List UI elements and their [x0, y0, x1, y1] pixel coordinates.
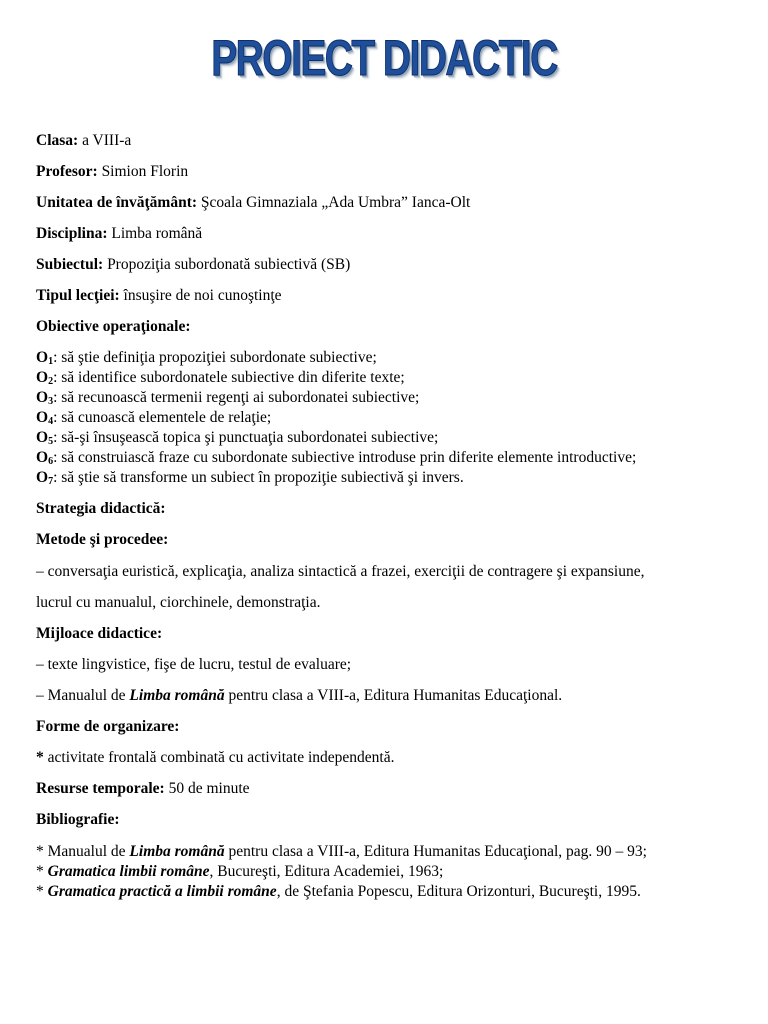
- objective-code: O: [36, 469, 49, 486]
- objective-item: [36, 348, 746, 368]
- means-line: [36, 680, 746, 711]
- field-value: Propoziţia subordonată subiectivă (SB): [103, 256, 351, 273]
- heading-text: Obiective operaţionale:: [36, 318, 191, 335]
- objective-number: 6: [48, 456, 54, 467]
- document-body: [36, 131, 746, 902]
- field-clasa: [36, 131, 746, 151]
- methods-line: – conversaţia euristică, explicaţia, analiza sintactică a frazei, exerciţii de contragere şi expansiune,: [36, 563, 645, 580]
- bib-text: , de Ştefania Popescu, Editura Orizonturi, Bucureşti, 1995.: [276, 883, 641, 900]
- bibliography-item: [36, 862, 746, 882]
- objective-code: O: [36, 349, 49, 366]
- field-subiectul: [36, 255, 746, 275]
- bullet-star: *: [36, 749, 44, 766]
- bibliography-item: [36, 842, 746, 862]
- objective-number: 3: [48, 396, 54, 407]
- objective-code: O: [36, 449, 49, 466]
- objective-text: : să-şi însuşească topica şi punctuaţia subordonatei subiective;: [53, 429, 439, 446]
- methods-heading: [36, 530, 746, 550]
- objective-text: : să recunoască termenii regenţi ai subordonatei subiective;: [53, 389, 420, 406]
- bib-text: pentru clasa a VIII-a, Editura Humanitas Educaţional, pag. 90 – 93;: [224, 843, 647, 860]
- means-text: [36, 649, 746, 711]
- field-value: a VIII-a: [78, 132, 132, 149]
- field-resurse: [36, 779, 746, 799]
- book-title: Gramatica limbii române: [47, 863, 210, 880]
- objective-item: [36, 408, 746, 428]
- heading-text: Strategia didactică:: [36, 500, 166, 517]
- objective-text: : să cunoască elementele de relaţie;: [53, 409, 272, 426]
- field-label: Tipul lecţiei:: [36, 287, 120, 304]
- objective-text: : să construiască fraze cu subordonate subiective introduse prin diferite elemente introductive;: [53, 449, 637, 466]
- field-unitate: [36, 193, 746, 213]
- bib-text: *: [36, 863, 48, 880]
- field-label: Resurse temporale:: [36, 780, 165, 797]
- field-value: însuşire de noi cunoştinţe: [119, 287, 282, 304]
- objective-item: [36, 388, 746, 408]
- page-title: [84, 28, 683, 88]
- bibliography-heading: [36, 810, 746, 830]
- field-label: Disciplina:: [36, 225, 108, 242]
- objective-code: O: [36, 429, 49, 446]
- field-profesor: [36, 162, 746, 182]
- field-value: Limba română: [107, 225, 203, 242]
- objective-number: 5: [48, 436, 54, 447]
- heading-text: Bibliografie:: [36, 811, 120, 828]
- objective-number: 2: [48, 376, 54, 387]
- objective-item: [36, 448, 746, 468]
- field-value: 50 de minute: [164, 780, 250, 797]
- title-text: PROIECT DIDACTIC: [211, 30, 557, 86]
- methods-line: lucrul cu manualul, ciorchinele, demonstraţia.: [36, 594, 321, 611]
- book-title: Limba română: [129, 843, 225, 860]
- bib-text: , Bucureşti, Editura Academiei, 1963;: [209, 863, 444, 880]
- field-value: Simion Florin: [97, 163, 189, 180]
- objective-item: [36, 468, 746, 488]
- heading-text: Metode şi procedee:: [36, 531, 169, 548]
- bib-text: *: [36, 883, 48, 900]
- objective-item: [36, 368, 746, 388]
- heading-text: Forme de organizare:: [36, 718, 180, 735]
- means-text-part: – Manualul de: [36, 687, 130, 704]
- field-label: Subiectul:: [36, 256, 104, 273]
- objective-number: 1: [48, 356, 54, 367]
- field-label: Profesor:: [36, 163, 98, 180]
- field-label: Unitatea de învăţământ:: [36, 194, 198, 211]
- bibliography-item: [36, 882, 746, 902]
- objective-number: 4: [48, 416, 54, 427]
- field-value: Şcoala Gimnaziala „Ada Umbra” Ianca-Olt: [197, 194, 471, 211]
- objective-code: O: [36, 409, 49, 426]
- objective-number: 7: [48, 476, 54, 487]
- methods-text: [36, 556, 746, 618]
- strategy-heading: [36, 499, 746, 519]
- forms-text: [36, 748, 746, 768]
- heading-text: Mijloace didactice:: [36, 625, 163, 642]
- bib-text: * Manualul de: [36, 843, 130, 860]
- book-title: Limba română: [129, 687, 225, 704]
- forms-heading: [36, 717, 746, 737]
- means-heading: [36, 624, 746, 644]
- objective-text: : să identifice subordonatele subiective din diferite texte;: [53, 369, 405, 386]
- objectives-list: [36, 348, 746, 488]
- objective-text: : să ştie să transforme un subiect în propoziţie subiectivă şi invers.: [53, 469, 464, 486]
- objective-code: O: [36, 369, 49, 386]
- forms-value: activitate frontală combinată cu activitate independentă.: [43, 749, 395, 766]
- objectives-heading: [36, 317, 746, 337]
- bibliography-list: [36, 842, 746, 902]
- field-disciplina: [36, 224, 746, 244]
- objective-item: [36, 428, 746, 448]
- means-text-part: pentru clasa a VIII-a, Editura Humanitas Educaţional.: [224, 687, 563, 704]
- objective-text: : să ştie definiţia propoziţiei subordonate subiective;: [53, 349, 377, 366]
- objective-code: O: [36, 389, 49, 406]
- means-line: – texte lingvistice, fişe de lucru, testul de evaluare;: [36, 656, 352, 673]
- book-title: Gramatica practică a limbii române: [47, 883, 277, 900]
- field-tipul: [36, 286, 746, 306]
- field-label: Clasa:: [36, 132, 79, 149]
